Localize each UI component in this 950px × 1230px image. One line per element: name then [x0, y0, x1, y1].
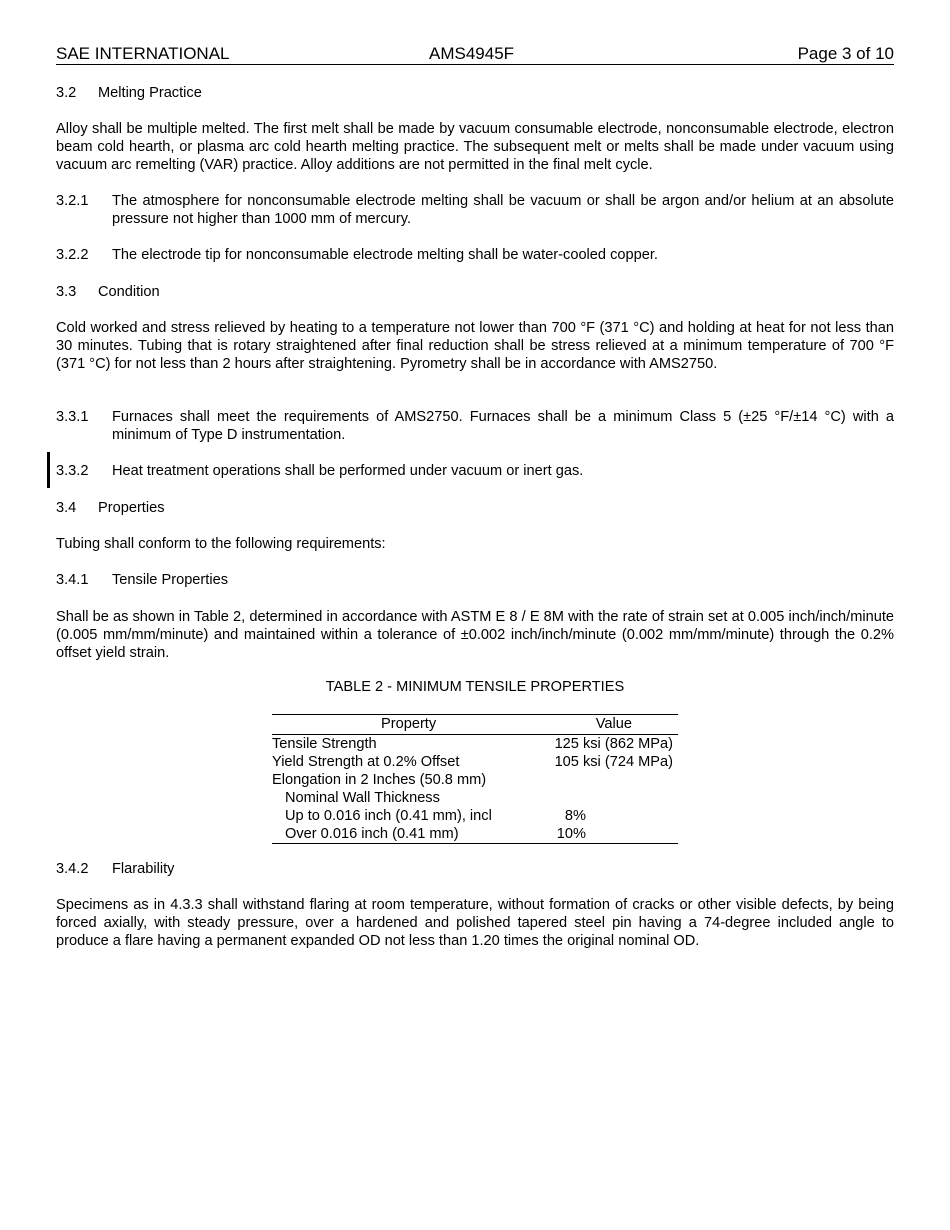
table-header-row	[272, 715, 678, 735]
column-header-value: Value	[595, 716, 632, 732]
table-cell-property: Tensile Strength	[272, 736, 377, 752]
header-org: SAE INTERNATIONAL	[56, 44, 230, 63]
table-cell-property: Yield Strength at 0.2% Offset	[272, 754, 460, 770]
table-2	[272, 714, 678, 844]
section-title: Condition	[98, 284, 160, 300]
section-number: 3.2.2	[56, 247, 89, 263]
table-row	[272, 771, 678, 789]
section-number: 3.3.1	[56, 409, 89, 425]
header-doc-number: AMS4945F	[429, 44, 515, 63]
section-number: 3.4.1	[56, 572, 89, 588]
section-3-3-1	[56, 408, 894, 444]
section-3-4-2-body: Specimens as in 4.3.3 shall withstand flaring at room temperature, without formation of cracks or other visible defects, by being forced axially, with steady pressure, over a hardened and polished tapered steel pin having a 74-degree included angle to produce a flare having a permanent expanded OD not less than 1.20 times the original nominal OD.	[56, 897, 894, 949]
table-cell-property: Over 0.016 inch (0.41 mm)	[285, 826, 459, 842]
table-2-caption: TABLE 2 - MINIMUM TENSILE PROPERTIES	[325, 679, 625, 695]
table-cell-value: 125 ksi (862 MPa)	[554, 736, 673, 752]
table-cell-value: 105 ksi (724 MPa)	[554, 754, 673, 770]
section-3-2-heading	[56, 84, 894, 102]
section-3-4-heading	[56, 499, 894, 517]
section-body: Furnaces shall meet the requirements of AMS2750. Furnaces shall be a minimum Class 5 (±25 °F/±14 °C) with a minimum of Type D instrumentation.	[112, 409, 894, 443]
page-header	[56, 44, 894, 65]
section-3-2-body: Alloy shall be multiple melted. The first melt shall be made by vacuum consumable electrode, nonconsumable electrode, electron beam cold hearth, or plasma arc cold hearth melting practice. The subsequent melt or melts shall be made under vacuum using vacuum arc remelting (VAR) practice. Alloy additions are not permitted in the final melt cycle.	[56, 121, 894, 173]
section-number: 3.2	[56, 85, 77, 101]
table-row	[272, 735, 678, 753]
section-3-4-1-heading	[56, 571, 894, 589]
header-page-number: Page 3 of 10	[797, 44, 894, 63]
table-row	[272, 825, 678, 844]
table-row	[272, 789, 678, 807]
table-cell-value: 8%	[564, 808, 586, 824]
table-row	[272, 753, 678, 771]
section-3-4-2-heading	[56, 860, 894, 878]
table-cell-property: Up to 0.016 inch (0.41 mm), incl	[285, 808, 492, 824]
section-3-3-heading	[56, 283, 894, 301]
table-cell-property: Elongation in 2 Inches (50.8 mm)	[272, 772, 487, 788]
section-3-4-1-body: Shall be as shown in Table 2, determined in accordance with ASTM E 8 / E 8M with the rate of strain set at 0.005 inch/inch/minute (0.005 mm/mm/minute) and maintained within a tolerance of ±0.002 inch/inch/minute (0.002 mm/mm/minute) through the 0.2% offset yield strain.	[56, 609, 894, 661]
section-number: 3.4.2	[56, 861, 89, 877]
section-body: The electrode tip for nonconsumable electrode melting shall be water-cooled copper.	[112, 247, 658, 263]
section-title: Tensile Properties	[112, 572, 228, 588]
section-title: Flarability	[112, 861, 175, 877]
table-row	[272, 807, 678, 825]
section-title: Melting Practice	[98, 85, 202, 101]
table-cell-property: Nominal Wall Thickness	[285, 790, 440, 806]
section-number: 3.3	[56, 284, 77, 300]
section-body: Heat treatment operations shall be performed under vacuum or inert gas.	[112, 463, 584, 479]
section-body: The atmosphere for nonconsumable electrode melting shall be vacuum or shall be argon and/or helium at an absolute pressure not higher than 1000 mm of mercury.	[112, 193, 894, 227]
section-3-2-1	[56, 192, 894, 228]
section-3-2-2	[56, 246, 894, 264]
section-3-3-body: Cold worked and stress relieved by heating to a temperature not lower than 700 °F (371 °C) and holding at heat for not less than 30 minutes. Tubing that is rotary straightened after final reduction shall be stress relieved at a minimum temperature of 700 °F (371 °C) for not less than 2 hours after straightening. Pyrometry shall be in accordance with AMS2750.	[56, 320, 894, 372]
section-number: 3.4	[56, 500, 77, 516]
section-3-3-2	[56, 462, 894, 480]
section-number: 3.3.2	[56, 463, 89, 479]
column-header-property: Property	[381, 716, 437, 732]
table-cell-value: 10%	[556, 826, 586, 842]
revision-change-bar	[47, 452, 50, 488]
section-title: Properties	[98, 500, 165, 516]
section-3-4-body: Tubing shall conform to the following requirements:	[56, 536, 386, 552]
section-number: 3.2.1	[56, 193, 89, 209]
